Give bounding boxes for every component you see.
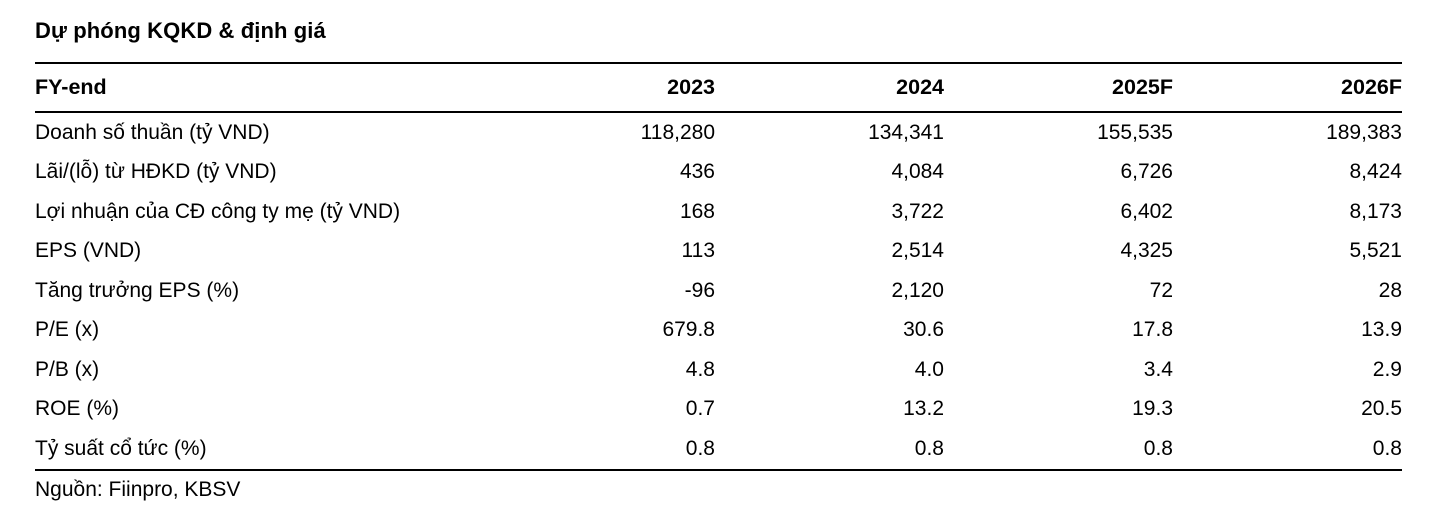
table-row bbox=[35, 192, 1402, 232]
cell-value: 118,280 bbox=[640, 120, 715, 144]
table-head bbox=[35, 63, 1402, 112]
cell-value: 4.0 bbox=[914, 357, 944, 381]
cell-value: 4,084 bbox=[891, 160, 944, 184]
cell-value: 4.8 bbox=[685, 357, 715, 381]
table-row bbox=[35, 112, 1402, 153]
cell-value: 436 bbox=[679, 160, 715, 184]
cell-value: 5,521 bbox=[1349, 239, 1402, 263]
row-label: Lãi/(lỗ) từ HĐKD (tỷ VND) bbox=[35, 160, 277, 184]
cell-value: 0.7 bbox=[685, 397, 715, 421]
header-2025f: 2025F bbox=[944, 63, 1173, 112]
cell-value: 3.4 bbox=[1143, 357, 1173, 381]
table-body bbox=[35, 112, 1402, 470]
header-2024: 2024 bbox=[715, 63, 944, 112]
row-label: P/E (x) bbox=[35, 318, 100, 342]
table-row bbox=[35, 390, 1402, 430]
source-note: Nguồn: Fiinpro, KBSV bbox=[35, 477, 241, 501]
table-row bbox=[35, 232, 1402, 272]
cell-value: 13.9 bbox=[1361, 318, 1402, 342]
cell-value: 72 bbox=[1149, 278, 1173, 302]
cell-value: 2,120 bbox=[891, 278, 944, 302]
cell-value: 6,726 bbox=[1120, 160, 1173, 184]
cell-value: 168 bbox=[679, 199, 715, 223]
cell-value: 2.9 bbox=[1372, 357, 1402, 381]
header-fy-end: FY-end bbox=[35, 63, 486, 112]
cell-value: 113 bbox=[681, 239, 715, 263]
cell-value: 17.8 bbox=[1132, 318, 1173, 342]
cell-value: 0.8 bbox=[1143, 436, 1173, 460]
row-label: Doanh số thuần (tỷ VND) bbox=[35, 120, 270, 144]
forecast-valuation-table bbox=[35, 62, 1402, 471]
cell-value: 3,722 bbox=[891, 199, 944, 223]
cell-value: 189,383 bbox=[1326, 120, 1402, 144]
table-title: Dự phóng KQKD & định giá bbox=[35, 18, 326, 43]
cell-value: 0.8 bbox=[685, 436, 715, 460]
table-row bbox=[35, 271, 1402, 311]
table-row bbox=[35, 429, 1402, 470]
row-label: Lợi nhuận của CĐ công ty mẹ (tỷ VND) bbox=[35, 199, 401, 223]
cell-value: 8,173 bbox=[1349, 199, 1402, 223]
cell-value: 20.5 bbox=[1361, 397, 1402, 421]
cell-value: 30.6 bbox=[903, 318, 944, 342]
cell-value: 6,402 bbox=[1120, 199, 1173, 223]
row-label: ROE (%) bbox=[35, 397, 119, 421]
table-row bbox=[35, 350, 1402, 390]
cell-value: 0.8 bbox=[914, 436, 944, 460]
cell-value: 0.8 bbox=[1372, 436, 1402, 460]
cell-value: 19.3 bbox=[1132, 397, 1173, 421]
header-2026f: 2026F bbox=[1173, 63, 1402, 112]
cell-value: 155,535 bbox=[1097, 120, 1173, 144]
header-2023: 2023 bbox=[486, 63, 715, 112]
cell-value: 679.8 bbox=[662, 318, 715, 342]
row-label: P/B (x) bbox=[35, 357, 100, 381]
cell-value: 4,325 bbox=[1120, 239, 1173, 263]
row-label: EPS (VND) bbox=[35, 239, 142, 263]
cell-value: 8,424 bbox=[1349, 160, 1402, 184]
cell-value: 134,341 bbox=[868, 120, 944, 144]
table-header-row bbox=[35, 63, 1402, 112]
cell-value: 2,514 bbox=[891, 239, 944, 263]
row-label: Tỷ suất cổ tức (%) bbox=[35, 436, 207, 460]
cell-value: -96 bbox=[684, 278, 715, 302]
cell-value: 28 bbox=[1378, 278, 1402, 302]
row-label: Tăng trưởng EPS (%) bbox=[35, 278, 240, 302]
table-row bbox=[35, 153, 1402, 193]
cell-value: 13.2 bbox=[903, 397, 944, 421]
table-row bbox=[35, 311, 1402, 351]
